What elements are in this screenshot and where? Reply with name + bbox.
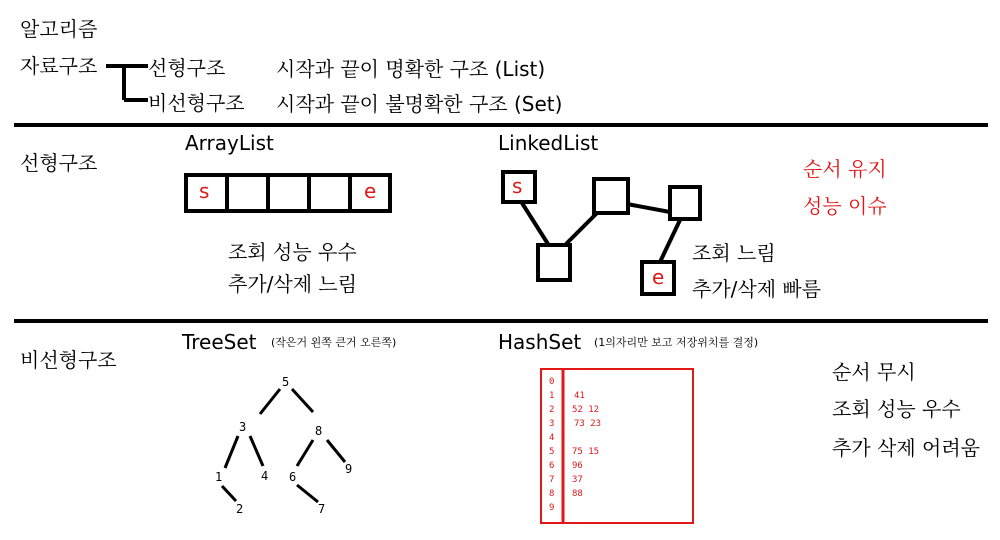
hash-entry: 37 [572,475,583,485]
linear-branch-label: 선형구조 [148,56,226,80]
arraylist-cells [186,175,390,211]
treeset-subtitle: (작은거 왼쪽 큰거 오른쪽) [271,336,397,349]
tree-node: 7 [318,502,326,516]
treeset-edges [222,389,345,502]
nonlinear-note-1: 순서 무시 [832,360,916,384]
nonlinear-branch-label: 비선형구조 [148,91,245,115]
arraylist-note-1: 조회 성능 우수 [228,240,357,264]
hash-index: 6 [549,461,555,471]
arraylist-title: ArrayList [185,131,274,155]
hash-entry: 88 [572,489,583,499]
nonlinear-note-3: 추가 삭제 어려움 [832,436,980,460]
linkedlist-title: LinkedList [498,131,599,155]
hash-index: 9 [549,503,555,513]
nonlinear-branch-desc: 시작과 끝이 불명확한 구조 (Set) [276,92,563,116]
hash-entry: 73 23 [574,419,602,429]
hashset-title: HashSet [498,330,582,354]
arraylist-end-cell: e [364,179,377,203]
hash-entry: 96 [572,461,583,471]
tree-node: 1 [215,470,223,484]
linkedlist-start-node: s [512,174,523,198]
linkedlist-nodes [503,172,700,294]
hash-index: 8 [549,489,555,499]
linear-section-label: 선형구조 [20,151,98,175]
arraylist-note-2: 추가/삭제 느림 [228,272,358,296]
tree-bracket [106,66,148,100]
hash-index: 1 [549,391,555,401]
tree-node: 4 [261,469,269,483]
hash-entry: 52 12 [572,405,600,415]
hash-entry: 41 [574,391,585,401]
tree-node: 8 [315,424,323,438]
arraylist-start-cell: s [199,179,210,203]
linear-red-note-2: 성능 이슈 [803,194,887,218]
hashset-subtitle: (1의자리만 보고 저장위치를 결정) [594,336,759,349]
linkedlist-note-2: 추가/삭제 빠름 [692,277,822,301]
hash-index: 4 [549,433,555,443]
linear-branch-desc: 시작과 끝이 명확한 구조 (List) [276,57,546,81]
tree-node: 5 [282,375,290,389]
data-structure-label: 자료구조 [20,54,98,78]
linkedlist-note-1: 조회 느림 [692,241,776,265]
treeset-title: TreeSet [182,330,257,354]
nonlinear-note-2: 조회 성능 우수 [832,397,961,421]
linkedlist-end-node: e [652,265,665,289]
hash-index: 3 [549,419,555,429]
hash-index: 5 [549,447,555,457]
hash-index: 7 [549,475,555,485]
tree-node: 3 [239,420,247,434]
hashset-table [541,369,693,523]
tree-node: 6 [289,470,297,484]
hash-index: 0 [549,377,555,387]
page-title: 알고리즘 [20,17,98,41]
linear-red-note-1: 순서 유지 [803,157,887,181]
nonlinear-section-label: 비선형구조 [20,348,117,372]
hash-entry: 75 15 [572,447,600,457]
hash-index: 2 [549,405,555,415]
tree-node: 2 [236,502,244,516]
tree-node: 9 [345,462,353,476]
